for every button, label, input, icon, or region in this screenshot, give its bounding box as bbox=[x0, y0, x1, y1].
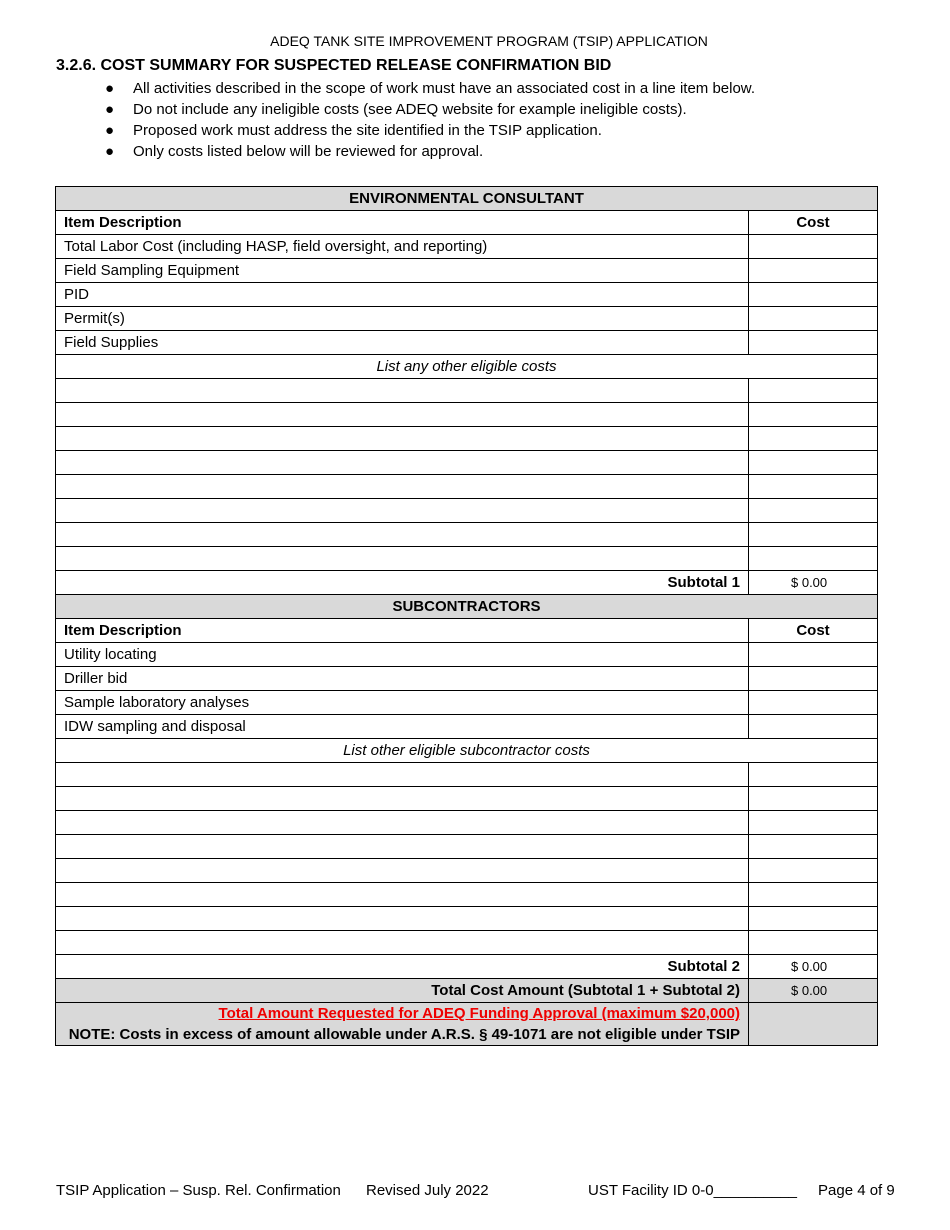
description-input-cell[interactable] bbox=[56, 475, 749, 499]
cost-input-cell[interactable] bbox=[749, 547, 878, 571]
cost-input-cell[interactable] bbox=[749, 403, 878, 427]
cost-input-cell[interactable] bbox=[749, 643, 878, 667]
description-input-cell[interactable] bbox=[56, 883, 749, 907]
bullet-icon: ● bbox=[105, 80, 115, 97]
description-input-cell[interactable] bbox=[56, 859, 749, 883]
cost-input-cell[interactable] bbox=[749, 331, 878, 355]
cost-input-cell[interactable] bbox=[749, 523, 878, 547]
list-item: ● All activities described in the scope of work must have an associated cost in a line item below. bbox=[105, 80, 755, 97]
subtotal-2-label: Subtotal 2 bbox=[56, 955, 749, 979]
footer-revised: Revised July 2022 bbox=[366, 1182, 489, 1199]
description-input-cell[interactable] bbox=[56, 379, 749, 403]
bullet-icon: ● bbox=[105, 143, 115, 160]
sub-section-header-row bbox=[56, 595, 878, 619]
sub-column-header-row bbox=[56, 619, 878, 643]
item-description-cell: Sample laboratory analyses bbox=[56, 691, 749, 715]
cost-input-cell[interactable] bbox=[749, 379, 878, 403]
cost-input-cell[interactable] bbox=[749, 931, 878, 955]
blank-row bbox=[56, 475, 878, 499]
description-input-cell[interactable] bbox=[56, 499, 749, 523]
cost-input-cell[interactable] bbox=[749, 451, 878, 475]
table-row bbox=[56, 283, 878, 307]
total-cost-value: $ 0.00 bbox=[749, 979, 878, 1003]
table-row bbox=[56, 643, 878, 667]
cost-input-cell[interactable] bbox=[749, 307, 878, 331]
total-requested-cell bbox=[56, 1003, 749, 1046]
description-input-cell[interactable] bbox=[56, 787, 749, 811]
list-item: ● Only costs listed below will be reviewed for approval. bbox=[105, 143, 484, 160]
blank-row bbox=[56, 523, 878, 547]
item-description-header: Item Description bbox=[56, 619, 749, 643]
description-input-cell[interactable] bbox=[56, 907, 749, 931]
cost-input-cell[interactable] bbox=[749, 235, 878, 259]
blank-row bbox=[56, 859, 878, 883]
description-input-cell[interactable] bbox=[56, 835, 749, 859]
cost-input-cell[interactable] bbox=[749, 691, 878, 715]
cost-summary-table bbox=[55, 186, 878, 1046]
other-costs-row bbox=[56, 355, 878, 379]
table-row bbox=[56, 235, 878, 259]
sub-section-heading: SUBCONTRACTORS bbox=[56, 595, 878, 619]
cost-input-cell[interactable] bbox=[749, 499, 878, 523]
cost-input-cell[interactable] bbox=[749, 259, 878, 283]
description-input-cell[interactable] bbox=[56, 931, 749, 955]
table-row bbox=[56, 307, 878, 331]
blank-row bbox=[56, 811, 878, 835]
bullet-icon: ● bbox=[105, 101, 115, 118]
table-row bbox=[56, 259, 878, 283]
blank-row bbox=[56, 427, 878, 451]
env-section-header-row bbox=[56, 187, 878, 211]
subtotal-1-value: $ 0.00 bbox=[749, 571, 878, 595]
item-description-header: Item Description bbox=[56, 211, 749, 235]
cost-input-cell[interactable] bbox=[749, 907, 878, 931]
eligibility-note: NOTE: Costs in excess of amount allowable under A.R.S. § 49-1071 are not eligible under TSIP bbox=[68, 1026, 740, 1043]
cost-input-cell[interactable] bbox=[749, 427, 878, 451]
section-title: 3.2.6. COST SUMMARY FOR SUSPECTED RELEASE CONFIRMATION BID bbox=[56, 57, 612, 74]
item-description-cell: IDW sampling and disposal bbox=[56, 715, 749, 739]
item-description-cell: Field Supplies bbox=[56, 331, 749, 355]
cost-input-cell[interactable] bbox=[749, 787, 878, 811]
list-item: ● Proposed work must address the site identified in the TSIP application. bbox=[105, 122, 602, 139]
total-cost-label: Total Cost Amount (Subtotal 1 + Subtotal 2) bbox=[56, 979, 749, 1003]
env-column-header-row bbox=[56, 211, 878, 235]
item-description-cell: Driller bid bbox=[56, 667, 749, 691]
other-subcontractor-costs-label: List other eligible subcontractor costs bbox=[56, 739, 878, 763]
total-requested-label: Total Amount Requested for ADEQ Funding Approval (maximum $20,000) bbox=[218, 1005, 740, 1022]
cost-input-cell[interactable] bbox=[749, 811, 878, 835]
table-row bbox=[56, 691, 878, 715]
description-input-cell[interactable] bbox=[56, 811, 749, 835]
blank-row bbox=[56, 907, 878, 931]
description-input-cell[interactable] bbox=[56, 451, 749, 475]
subtotal-1-row bbox=[56, 571, 878, 595]
blank-row bbox=[56, 379, 878, 403]
bullet-icon: ● bbox=[105, 122, 115, 139]
blank-row bbox=[56, 403, 878, 427]
instruction-list bbox=[105, 78, 755, 162]
blank-row bbox=[56, 787, 878, 811]
table-row bbox=[56, 331, 878, 355]
item-description-cell: Total Labor Cost (including HASP, field oversight, and reporting) bbox=[56, 235, 749, 259]
cost-input-cell[interactable] bbox=[749, 667, 878, 691]
description-input-cell[interactable] bbox=[56, 427, 749, 451]
description-input-cell[interactable] bbox=[56, 403, 749, 427]
table-row bbox=[56, 715, 878, 739]
cost-input-cell[interactable] bbox=[749, 859, 878, 883]
blank-row bbox=[56, 835, 878, 859]
blank-row bbox=[56, 931, 878, 955]
blank-row bbox=[56, 883, 878, 907]
blank-row bbox=[56, 451, 878, 475]
cost-header: Cost bbox=[749, 211, 878, 235]
total-requested-row bbox=[56, 1003, 878, 1046]
description-input-cell[interactable] bbox=[56, 763, 749, 787]
total-cost-row bbox=[56, 979, 878, 1003]
cost-input-cell[interactable] bbox=[749, 283, 878, 307]
blank-row bbox=[56, 499, 878, 523]
footer-facility-id: UST Facility ID 0-0__________ bbox=[588, 1182, 798, 1199]
item-description-cell: Field Sampling Equipment bbox=[56, 259, 749, 283]
other-subcontractor-costs-row bbox=[56, 739, 878, 763]
item-description-cell: Permit(s) bbox=[56, 307, 749, 331]
cost-input-cell[interactable] bbox=[749, 475, 878, 499]
footer-doc-name: TSIP Application – Susp. Rel. Confirmation bbox=[56, 1182, 341, 1199]
page-header: ADEQ TANK SITE IMPROVEMENT PROGRAM (TSIP) APPLICATION bbox=[270, 33, 708, 49]
subtotal-1-label: Subtotal 1 bbox=[56, 571, 749, 595]
item-description-cell: PID bbox=[56, 283, 749, 307]
blank-row bbox=[56, 547, 878, 571]
subtotal-2-row bbox=[56, 955, 878, 979]
cost-input-cell[interactable] bbox=[749, 763, 878, 787]
cost-input-cell[interactable] bbox=[749, 835, 878, 859]
cost-input-cell[interactable] bbox=[749, 883, 878, 907]
cost-input-cell[interactable] bbox=[749, 715, 878, 739]
total-requested-input-cell[interactable] bbox=[749, 1003, 878, 1046]
description-input-cell[interactable] bbox=[56, 547, 749, 571]
description-input-cell[interactable] bbox=[56, 523, 749, 547]
cost-header: Cost bbox=[749, 619, 878, 643]
subtotal-2-value: $ 0.00 bbox=[749, 955, 878, 979]
item-description-cell: Utility locating bbox=[56, 643, 749, 667]
table-row bbox=[56, 667, 878, 691]
footer-page-number: Page 4 of 9 bbox=[818, 1182, 895, 1199]
env-section-heading: ENVIRONMENTAL CONSULTANT bbox=[56, 187, 878, 211]
other-costs-label: List any other eligible costs bbox=[56, 355, 878, 379]
list-item: ● Do not include any ineligible costs (see ADEQ website for example ineligible costs). bbox=[105, 101, 687, 118]
blank-row bbox=[56, 763, 878, 787]
